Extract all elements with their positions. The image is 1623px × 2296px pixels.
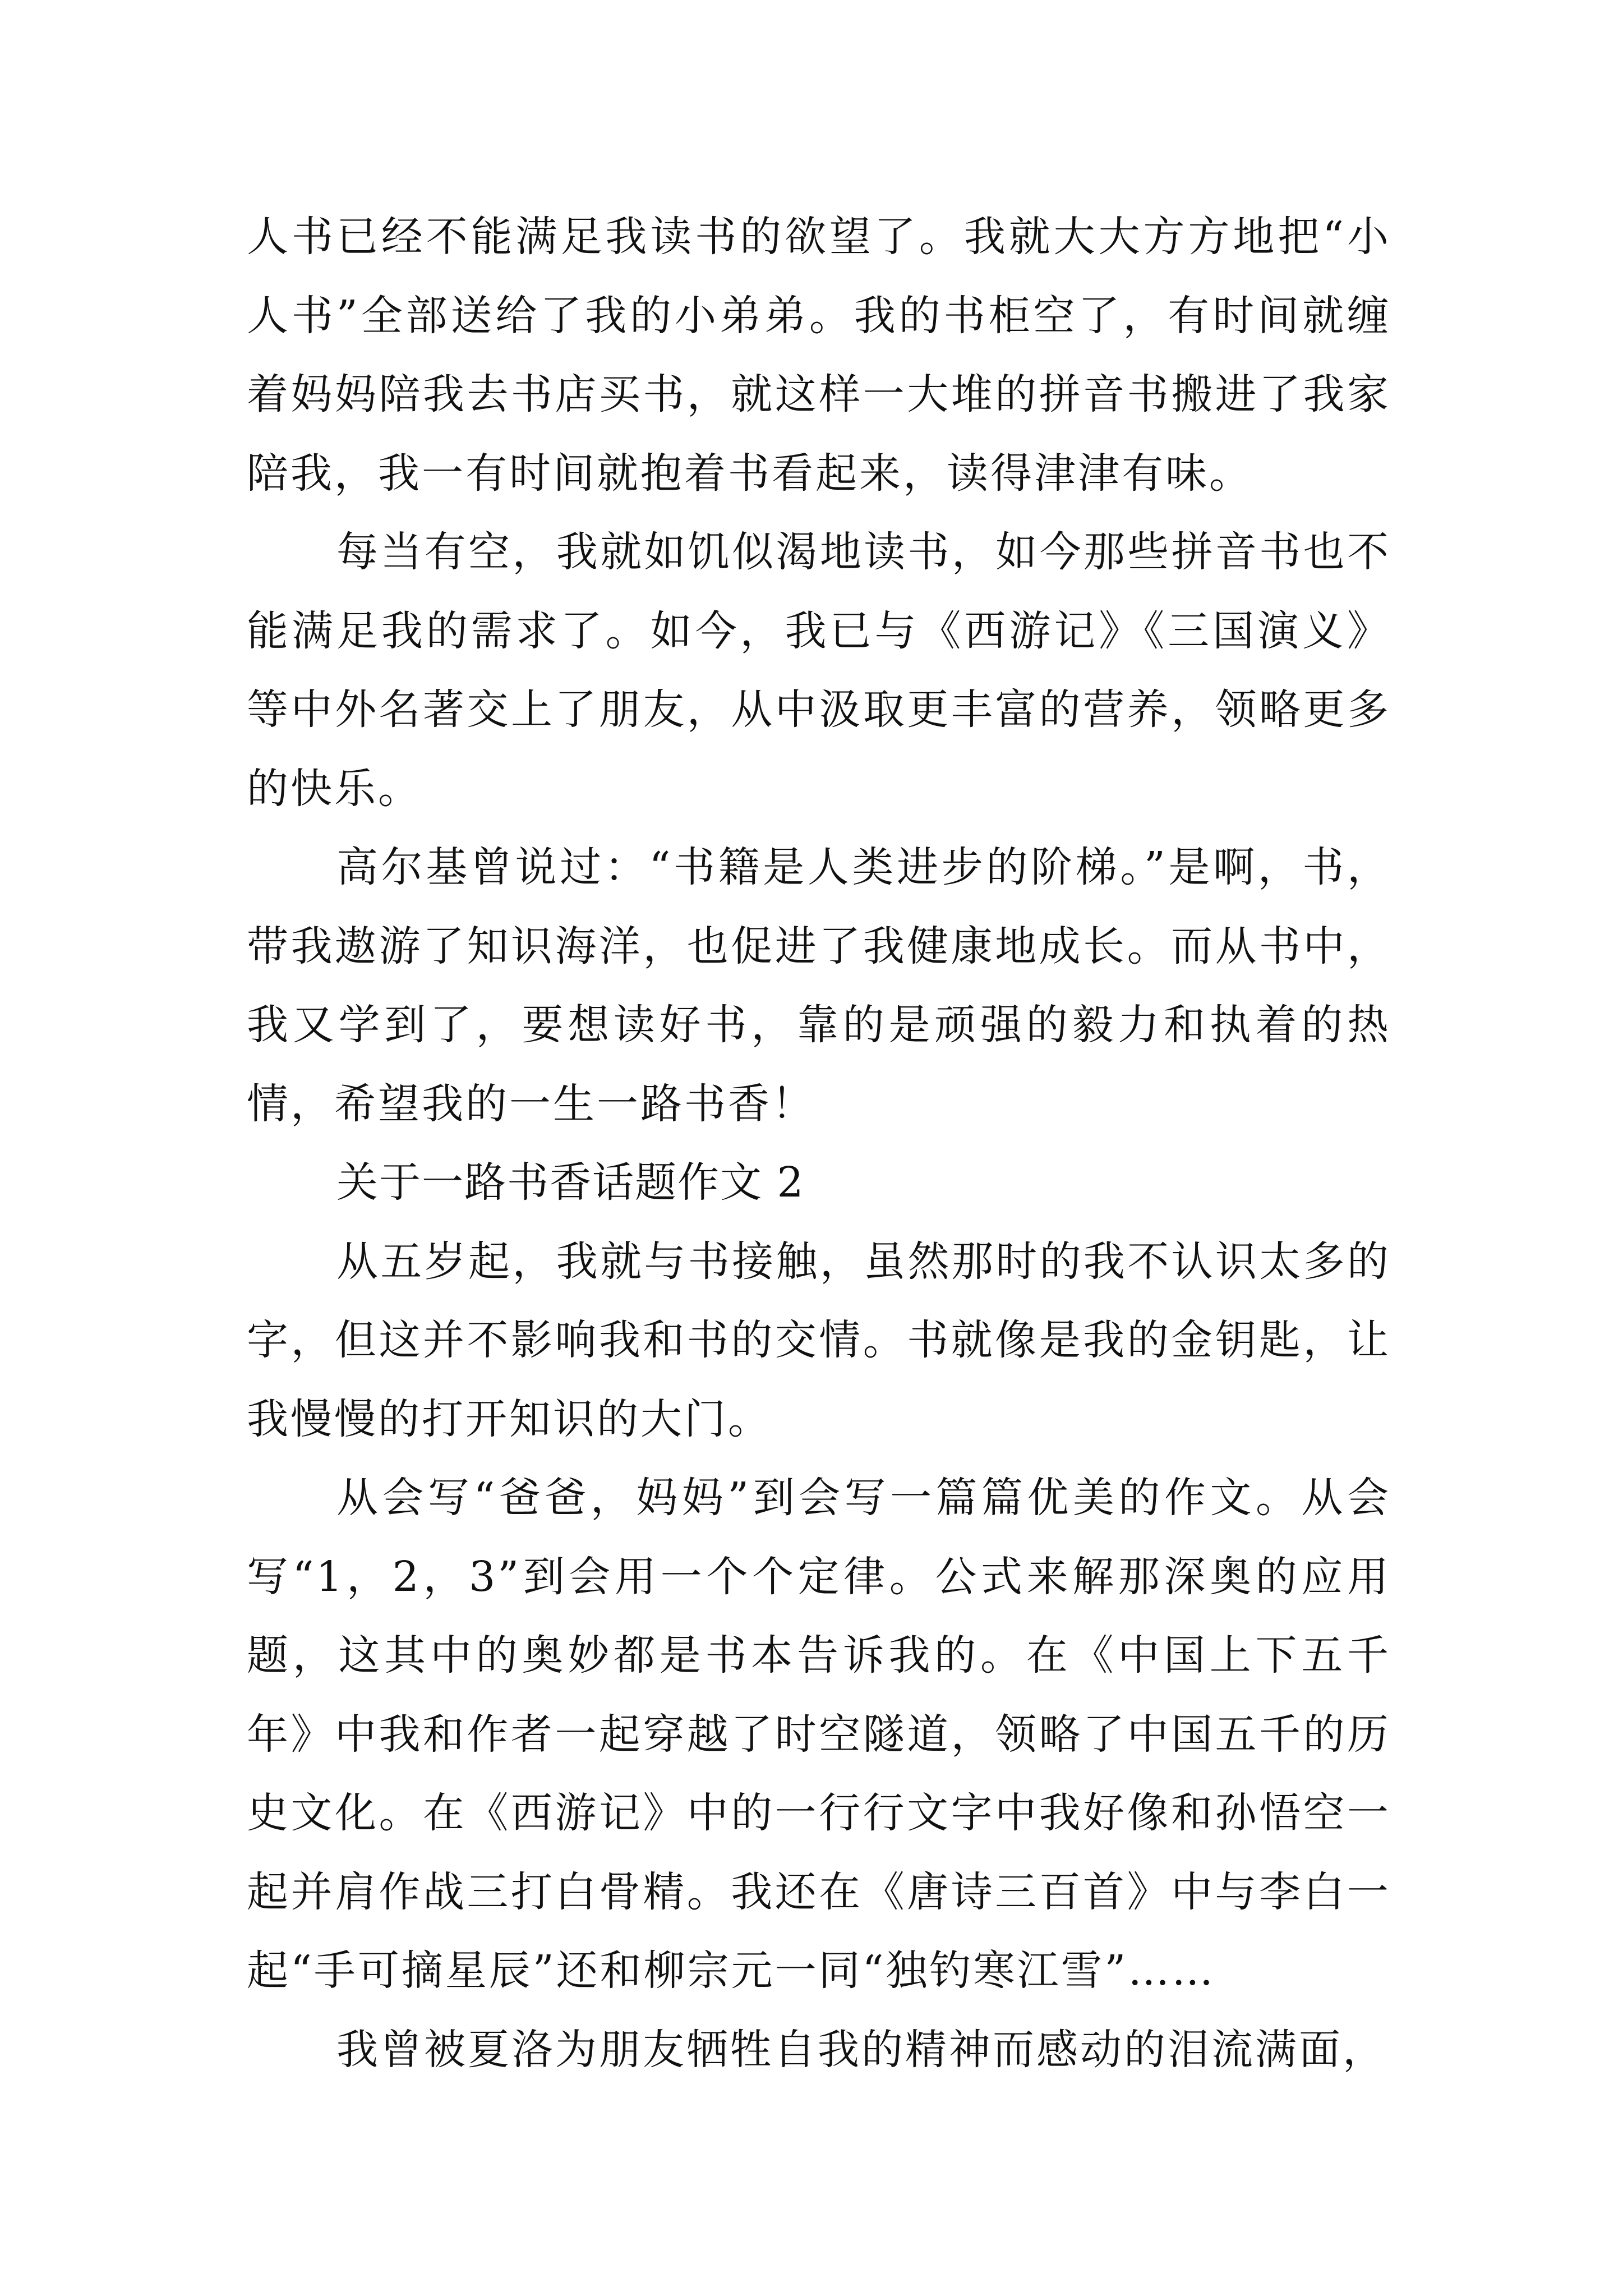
document-body <box>247 197 1391 2089</box>
paragraph: 从会写“爸爸，妈妈”到会写一篇篇优美的作文。从会写“1，2，3”到会用一个个定律。公式来解那深奥的应用题，这其中的奥妙都是书本告诉我的。在《中国上下五千年》中我和作者一起穿越了时空隧道，领略了中国五千的历史文化。在《西游记》中的一行行文字中我好像和孙悟空一起并肩作战三打白骨精。我还在《唐诗三百首》中与李白一起“手可摘星辰”还和柳宗元一同“独钓寒江雪”…… <box>247 1474 1391 1995</box>
paragraph-continuation: 人书已经不能满足我读书的欲望了。我就大大方方地把“小人书”全部送给了我的小弟弟。我的书柜空了，有时间就缠着妈妈陪我去书店买书，就这样一大堆的拼音书搬进了我家陪我，我一有时间就抱着书看起来，读得津津有味。 <box>247 213 1391 498</box>
paragraph: 我曾被夏洛为朋友牺牲自我的精神而感动的泪流满面， <box>336 2025 1386 2074</box>
paragraph: 高尔基曾说过：“书籍是人类进步的阶梯。”是啊，书，带我遨游了知识海洋，也促进了我健康地成长。而从书中，我又学到了，要想读好书，靠的是顽强的毅力和执着的热情，希望我的一生一路书香！ <box>247 843 1391 1128</box>
paragraph: 每当有空，我就如饥似渴地读书，如今那些拼音书也不能满足我的需求了。如今，我已与《西游记》《三国演义》等中外名著交上了朋友，从中汲取更丰富的营养，领略更多的快乐。 <box>247 528 1391 813</box>
section-heading: 关于一路书香话题作文 2 <box>336 1158 805 1207</box>
paragraph: 从五岁起，我就与书接触，虽然那时的我不认识太多的字，但这并不影响我和书的交情。书就像是我的金钥匙，让我慢慢的打开知识的大门。 <box>247 1237 1391 1443</box>
